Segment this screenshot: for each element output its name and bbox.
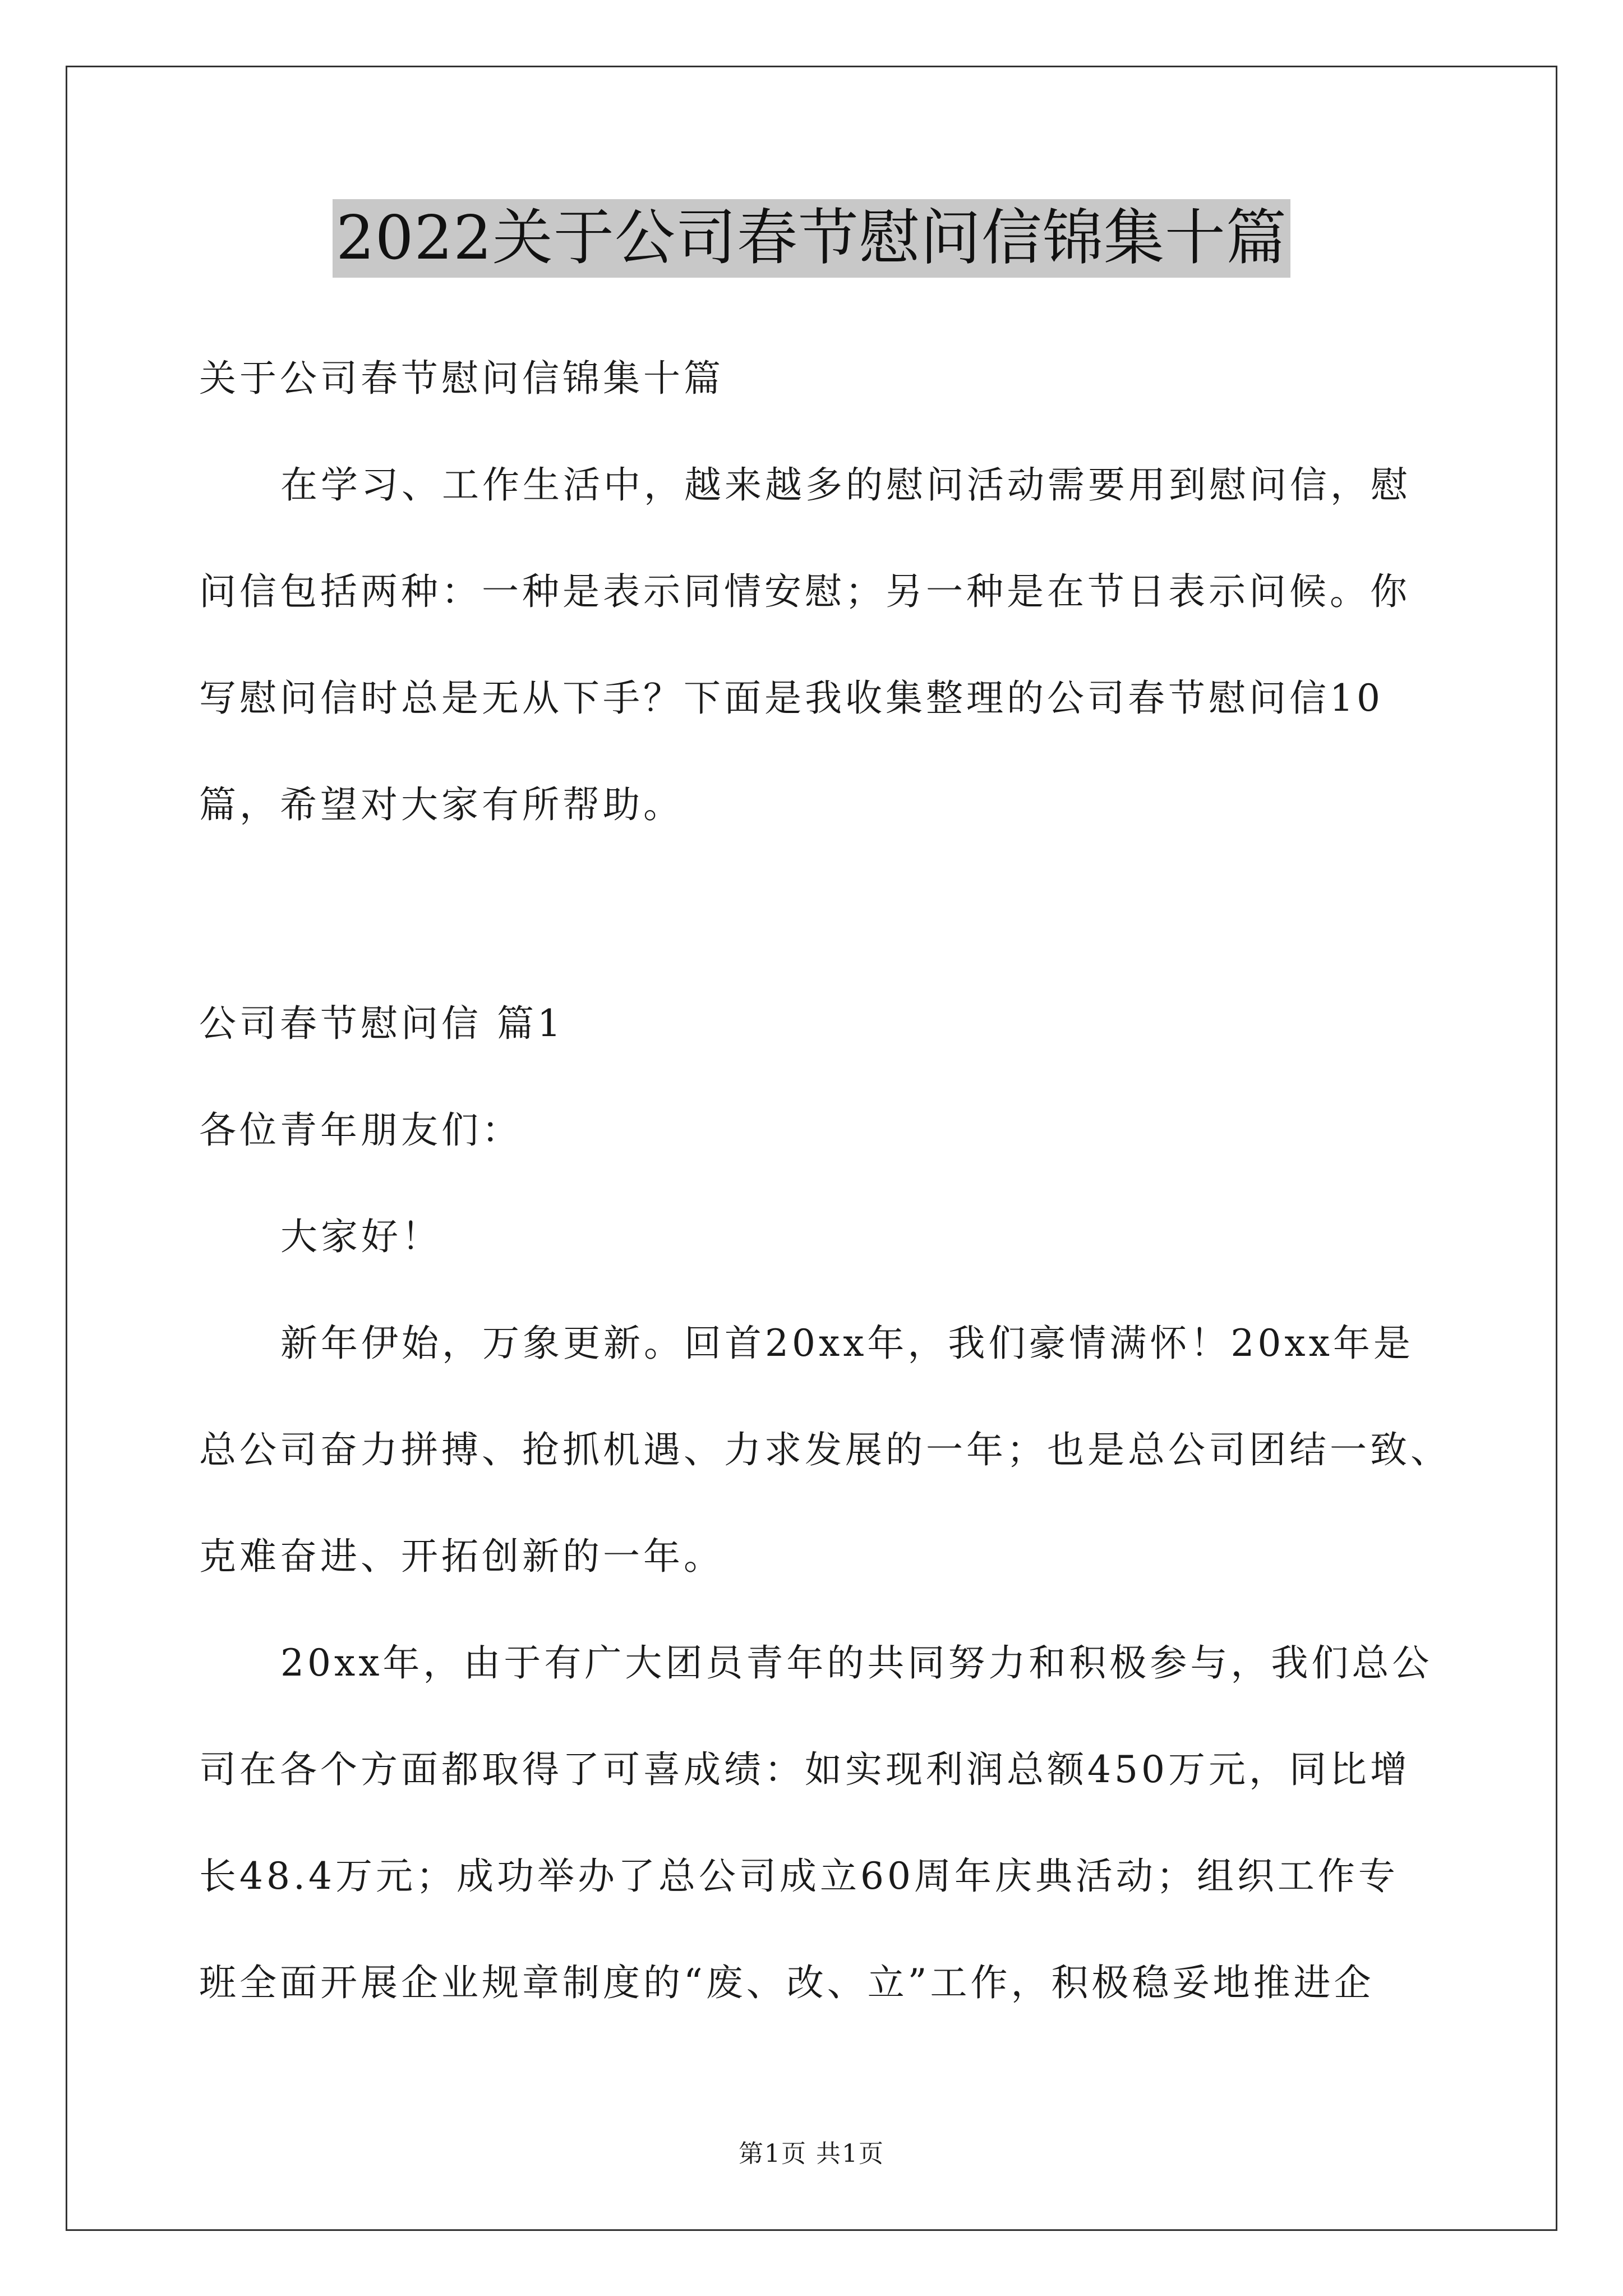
paragraph2-line-1: 20xx年，由于有广大团员青年的共同努力和积极参与，我们总公 bbox=[280, 1641, 1433, 1685]
document-subtitle: 关于公司春节慰问信锦集十篇 bbox=[199, 357, 724, 400]
paragraph2-line-4: 班全面开展企业规章制度的“废、改、立”工作，积极稳妥地推进企 bbox=[199, 1961, 1375, 2004]
title-wrapper bbox=[0, 199, 1623, 278]
paragraph2-line-2: 司在各个方面都取得了可喜成绩：如实现利润总额450万元，同比增 bbox=[199, 1748, 1410, 1791]
paragraph1-line-1: 新年伊始，万象更新。回首20xx年，我们豪情满怀！20xx年是 bbox=[280, 1322, 1414, 1365]
paragraph1-line-3: 克难奋进、开拓创新的一年。 bbox=[199, 1535, 724, 1578]
greeting: 大家好！ bbox=[280, 1215, 442, 1258]
paragraph1-line-2: 总公司奋力拼搏、抢抓机遇、力求发展的一年；也是总公司团结一致、 bbox=[199, 1428, 1451, 1471]
salutation: 各位青年朋友们： bbox=[199, 1108, 522, 1152]
document-title: 2022关于公司春节慰问信锦集十篇 bbox=[333, 199, 1290, 278]
intro-line-4: 篇，希望对大家有所帮助。 bbox=[199, 783, 684, 826]
intro-line-2: 问信包括两种：一种是表示同情安慰；另一种是在节日表示问候。你 bbox=[199, 570, 1410, 613]
intro-line-1: 在学习、工作生活中，越来越多的慰问活动需要用到慰问信，慰 bbox=[280, 463, 1411, 507]
section-heading: 公司春节慰问信 篇1 bbox=[199, 1002, 564, 1045]
intro-line-3: 写慰问信时总是无从下手？下面是我收集整理的公司春节慰问信10 bbox=[199, 677, 1384, 720]
page-number-footer: 第1页 共1页 bbox=[739, 2139, 884, 2168]
paragraph2-line-3: 长48.4万元；成功举办了总公司成立60周年庆典活动；组织工作专 bbox=[199, 1855, 1399, 1898]
